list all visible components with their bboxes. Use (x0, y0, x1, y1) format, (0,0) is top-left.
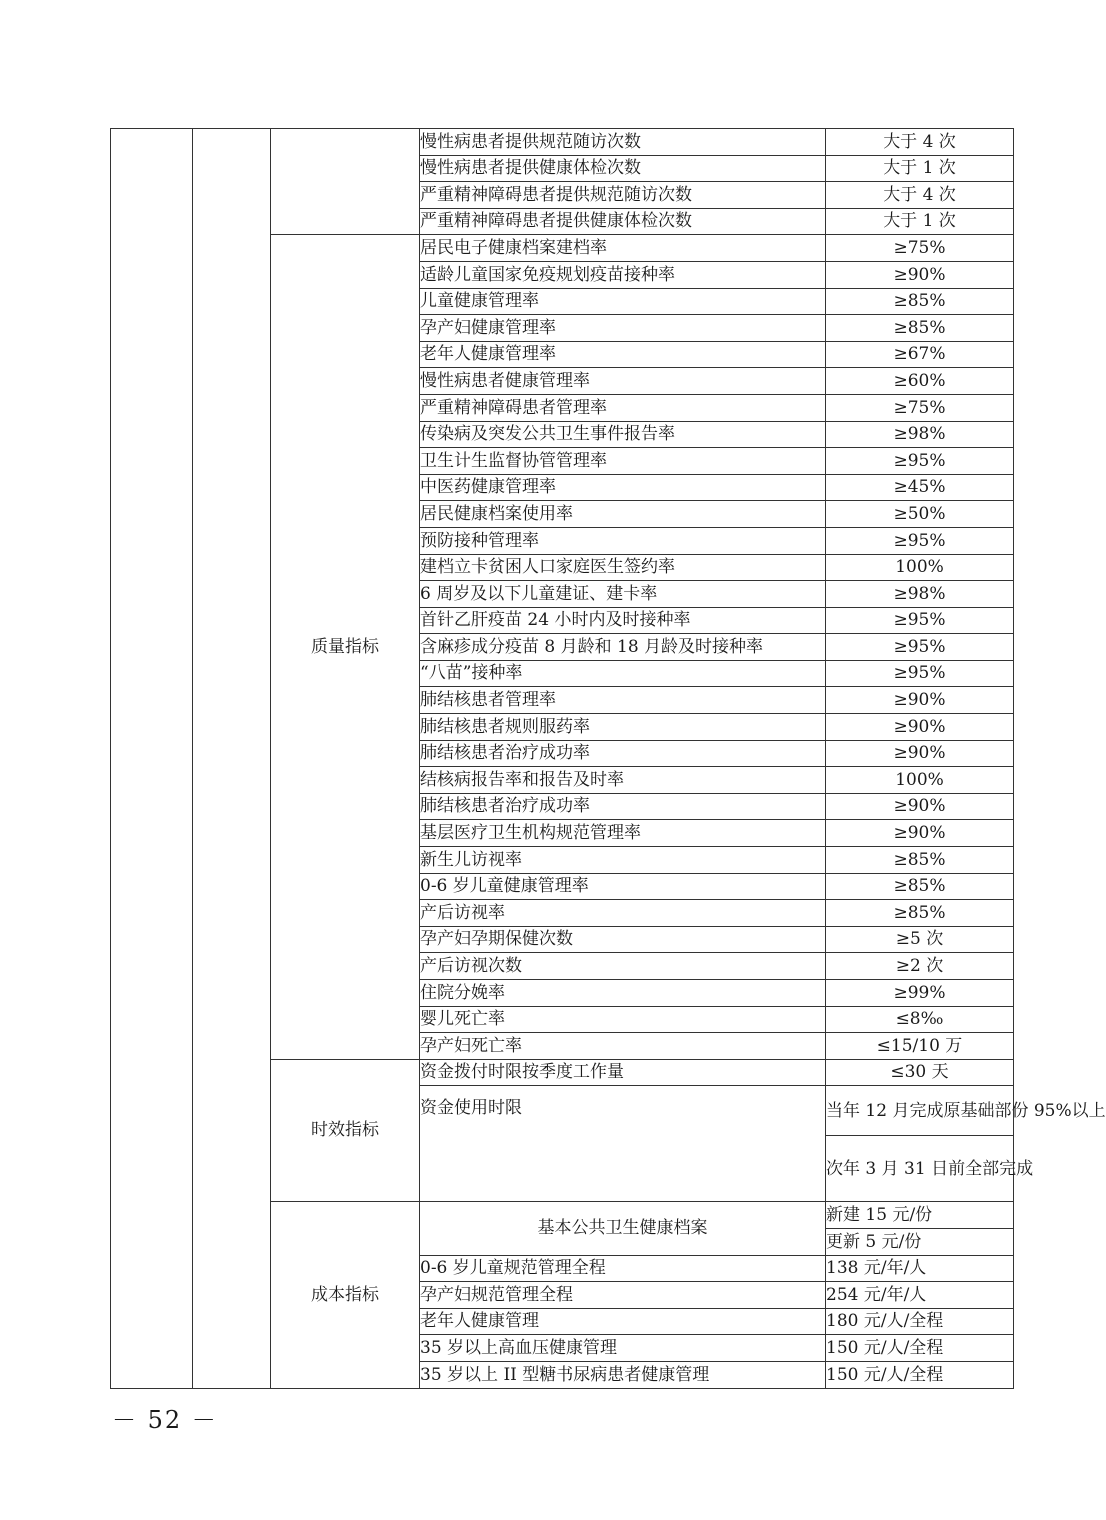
indicator-name: 严重精神障碍患者提供规范随访次数 (420, 182, 826, 209)
indicator-value: ≥45% (826, 474, 1014, 501)
page-number: － 52 － (112, 1406, 218, 1434)
indicator-name: 孕产妇规范管理全程 (420, 1282, 826, 1309)
indicator-value: ≥98% (826, 421, 1014, 448)
indicator-value: ≥90% (826, 793, 1014, 820)
indicator-name: 中医药健康管理率 (420, 474, 826, 501)
indicator-value: 138 元/年/人 (826, 1255, 1014, 1282)
indicator-value: 大于 1 次 (826, 155, 1014, 182)
indicator-value: 254 元/年/人 (826, 1282, 1014, 1309)
indicator-name: 35 岁以上 II 型糖书尿病患者健康管理 (420, 1361, 826, 1388)
indicator-value: ≥75% (826, 394, 1014, 421)
table-row (111, 129, 1014, 156)
indicator-name: 卫生计生监督协管管理率 (420, 448, 826, 475)
indicator-value: 当年 12 月完成原基础部份 95%以上 (826, 1086, 1014, 1136)
indicator-value: 更新 5 元/份 (826, 1228, 1014, 1255)
indicator-value: 180 元/人/全程 (826, 1308, 1014, 1335)
indicator-value: 100% (826, 767, 1014, 794)
indicator-value: ≥75% (826, 235, 1014, 262)
indicator-value: ≤8‰ (826, 1006, 1014, 1033)
indicator-name: 婴儿死亡率 (420, 1006, 826, 1033)
indicator-value: ≥85% (826, 288, 1014, 315)
indicator-value: 大于 4 次 (826, 182, 1014, 209)
indicator-name: 0-6 岁儿童健康管理率 (420, 873, 826, 900)
indicator-value: ≥85% (826, 873, 1014, 900)
indicator-value: ≥95% (826, 634, 1014, 661)
indicator-table-body (111, 129, 1106, 1389)
indicator-name: 含麻疹成分疫苗 8 月龄和 18 月龄及时接种率 (420, 634, 826, 661)
indicator-value: ≥90% (826, 714, 1014, 741)
indicator-value: 新建 15 元/份 (826, 1202, 1014, 1229)
indicator-value: 150 元/人/全程 (826, 1361, 1014, 1388)
indicator-name: 肺结核患者治疗成功率 (420, 740, 826, 767)
indicator-value: 大于 1 次 (826, 208, 1014, 235)
indicator-value: ≤15/10 万 (826, 1033, 1014, 1060)
indicator-name: 住院分娩率 (420, 980, 826, 1007)
category-quality: 质量指标 (271, 235, 420, 1059)
indicator-value: ≥99% (826, 980, 1014, 1007)
indicator-name: 孕产妇死亡率 (420, 1033, 826, 1060)
indicator-value: 100% (826, 554, 1014, 581)
category-timeliness: 时效指标 (271, 1059, 420, 1202)
indicator-value: ≥85% (826, 900, 1014, 927)
indicator-value: ≥85% (826, 847, 1014, 874)
indicator-name: 老年人健康管理 (420, 1308, 826, 1335)
indicator-name: 基本公共卫生健康档案 (420, 1202, 826, 1255)
indicator-value: 150 元/人/全程 (826, 1335, 1014, 1362)
indicator-value: ≥95% (826, 660, 1014, 687)
indicator-name: 慢性病患者健康管理率 (420, 368, 826, 395)
indicator-name: 6 周岁及以下儿童建证、建卡率 (420, 581, 826, 608)
col-blank-1 (111, 129, 193, 1389)
indicator-value: ≥2 次 (826, 953, 1014, 980)
indicator-name: 新生儿访视率 (420, 847, 826, 874)
indicator-name: 孕产妇健康管理率 (420, 315, 826, 342)
indicator-name: 肺结核患者规则服药率 (420, 714, 826, 741)
indicator-name: 儿童健康管理率 (420, 288, 826, 315)
indicator-table (110, 128, 1106, 1389)
category-cost: 成本指标 (271, 1202, 420, 1388)
indicator-value: ≥50% (826, 501, 1014, 528)
indicator-name: 严重精神障碍患者提供健康体检次数 (420, 208, 826, 235)
indicator-value: 次年 3 月 31 日前全部完成 (826, 1136, 1014, 1202)
indicator-name: 适龄儿童国家免疫规划疫苗接种率 (420, 261, 826, 288)
indicator-name: 慢性病患者提供规范随访次数 (420, 129, 826, 156)
indicator-value: ≥5 次 (826, 926, 1014, 953)
indicator-name: 资金使用时限 (420, 1086, 826, 1202)
indicator-value: ≥95% (826, 448, 1014, 475)
indicator-name: 0-6 岁儿童规范管理全程 (420, 1255, 826, 1282)
indicator-value: ≥98% (826, 581, 1014, 608)
indicator-value: ≥95% (826, 527, 1014, 554)
indicator-value: ≥90% (826, 261, 1014, 288)
indicator-name: 结核病报告率和报告及时率 (420, 767, 826, 794)
indicator-value: ≥90% (826, 687, 1014, 714)
indicator-name: “八苗”接种率 (420, 660, 826, 687)
col-blank-2 (193, 129, 271, 1389)
indicator-name: 严重精神障碍患者管理率 (420, 394, 826, 421)
indicator-name: 资金拨付时限按季度工作量 (420, 1059, 826, 1086)
indicator-value: ≥90% (826, 740, 1014, 767)
indicator-value: ≥95% (826, 607, 1014, 634)
indicator-name: 产后访视率 (420, 900, 826, 927)
indicator-value: 大于 4 次 (826, 129, 1014, 156)
indicator-value: ≥67% (826, 341, 1014, 368)
indicator-name: 老年人健康管理率 (420, 341, 826, 368)
indicator-name: 孕产妇孕期保健次数 (420, 926, 826, 953)
indicator-name: 35 岁以上高血压健康管理 (420, 1335, 826, 1362)
indicator-value: ≥90% (826, 820, 1014, 847)
indicator-name: 产后访视次数 (420, 953, 826, 980)
indicator-name: 传染病及突发公共卫生事件报告率 (420, 421, 826, 448)
indicator-value: ≤30 天 (826, 1059, 1014, 1086)
indicator-name: 基层医疗卫生机构规范管理率 (420, 820, 826, 847)
indicator-name: 首针乙肝疫苗 24 小时内及时接种率 (420, 607, 826, 634)
indicator-value: ≥60% (826, 368, 1014, 395)
indicator-name: 居民电子健康档案建档率 (420, 235, 826, 262)
category-blank (271, 129, 420, 235)
indicator-name: 慢性病患者提供健康体检次数 (420, 155, 826, 182)
indicator-name: 肺结核患者管理率 (420, 687, 826, 714)
indicator-name: 预防接种管理率 (420, 527, 826, 554)
indicator-name: 居民健康档案使用率 (420, 501, 826, 528)
indicator-value: ≥85% (826, 315, 1014, 342)
indicator-name: 建档立卡贫困人口家庭医生签约率 (420, 554, 826, 581)
indicator-name: 肺结核患者治疗成功率 (420, 793, 826, 820)
